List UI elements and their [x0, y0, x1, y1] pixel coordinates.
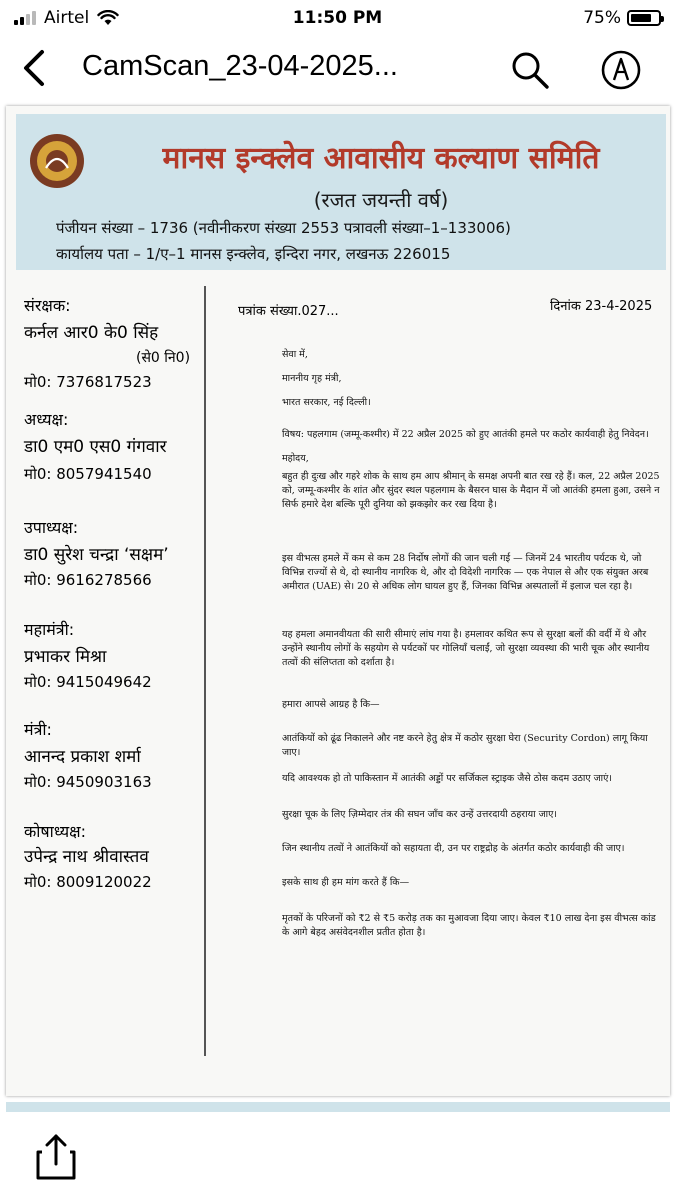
back-chevron-icon[interactable] [18, 48, 50, 88]
official-name: प्रभाकर मिश्रा [24, 647, 107, 667]
scanned-page [6, 106, 670, 1096]
official-mobile: मो0: 9450903163 [24, 773, 152, 791]
letter-point: जिन स्थानीय तत्वों ने आतंकियों को सहायता दी, उन पर राष्ट्रद्रोह के अंतर्गत कठोर कार्यवाही की जाए। [282, 843, 625, 854]
letter-line: हमारा आपसे आग्रह है कि— [282, 699, 380, 710]
battery-fill [631, 14, 651, 22]
bottom-toolbar [0, 1112, 675, 1200]
official-mobile: मो0: 8009120022 [24, 873, 152, 891]
official-name: डा0 सुरेश चन्द्रा ‘सक्षम’ [24, 545, 169, 565]
official-mobile: मो0: 7376817523 [24, 373, 152, 391]
battery-icon [627, 10, 661, 26]
status-right [583, 8, 661, 28]
official-name: उपेन्द्र नाथ श्रीवास्तव [24, 847, 149, 867]
letterhead [16, 114, 666, 270]
battery-percent: 75% [583, 8, 621, 28]
official-role: मंत्री: [24, 720, 52, 739]
official-mobile: मो0: 9616278566 [24, 571, 152, 589]
letter-paragraph: इस वीभत्स हमले में कम से कम 28 निर्दोष लोगों की जान चली गई — जिनमें 24 भारतीय पर्यटक थे, जो विभिन्न राज्यों से थे, दो स्थानीय नागरिक थे, और दो विदेशी नागरिक — एक नेपाल से और एक संयुक्त अरब अमीरात (UAE) से। 20 से अधिक लोग घायल हुए हैं, जिनका विभिन्न अस्पतालों में इलाज चल रहा है। [282, 553, 649, 592]
official-name: आनन्द प्रकाश शर्मा [24, 747, 141, 767]
org-title: मानस इन्क्लेव आवासीय कल्याण समिति [162, 141, 600, 176]
share-icon[interactable] [34, 1132, 78, 1182]
markup-pen-icon[interactable] [600, 49, 642, 91]
letter-paragraph: यह हमला अमानवीयता की सारी सीमाएं लांघ गया है। हमलावर कथित रूप से सुरक्षा बलों की वर्दी में थे और उन्होंने स्थानीय लोगों के सहयोग से पर्यटकों पर गोलियाँ चलाईं, जो सुरक्षा व्यवस्था की भारी चूक और स्थानीय तत्वों की संलिप्तता को दर्शाता है। [282, 629, 650, 668]
letter-point: आतंकियों को ढूंढ निकालने और नष्ट करने हेतु क्षेत्र में कठोर सुरक्षा घेरा (Security Cordon) लागू किया जाए। [282, 733, 648, 758]
document-title: CamScan_23-04-2025... [82, 50, 398, 82]
search-icon[interactable] [510, 50, 550, 90]
official-name: कर्नल आर0 के0 सिंह [24, 323, 159, 343]
address-line: कार्यालय पता – 1/ए–1 मानस इन्क्लेव, इन्दिरा नगर, लखनऊ 226015 [56, 245, 451, 263]
official-mobile: मो0: 8057941540 [24, 465, 152, 483]
letter-line: माननीय गृह मंत्री, [282, 373, 342, 384]
letter-line: इसके साथ ही हम मांग करते हैं कि— [282, 877, 410, 888]
carrier-name: Airtel [44, 8, 90, 28]
official-note: (से0 नि0) [136, 350, 191, 366]
official-role: अध्यक्ष: [24, 410, 69, 429]
document-viewer[interactable] [0, 102, 675, 1112]
registration-line: पंजीयन संख्या – 1736 (नवीनीकरण संख्या 2553 पत्रावली संख्या–1–133006) [56, 219, 511, 237]
official-role: उपाध्यक्ष: [24, 518, 79, 537]
official-name: डा0 एम0 एस0 गंगवार [24, 437, 167, 457]
letter-line: सेवा में, [282, 349, 308, 360]
letter-date: दिनांक 23-4-2025 [550, 299, 653, 314]
letter-line: भारत सरकार, नई दिल्ली। [282, 397, 371, 408]
official-role: महामंत्री: [24, 620, 75, 639]
status-bar [0, 0, 675, 36]
reference-number: पत्रांक संख्या.027... [238, 304, 339, 319]
status-time: 11:50 PM [292, 8, 383, 28]
column-divider [204, 286, 206, 1056]
official-mobile: मो0: 9415049642 [24, 673, 152, 691]
letter-paragraph: बहुत ही दुःख और गहरे शोक के साथ हम आप श्रीमान् के समक्ष अपनी बात रख रहे हैं। कल, 22 अप्रैल 2025 को, जम्मू-कश्मीर के शांत और सुंदर स्थल पहलगाम के बैसरन घास के मैदान में जो आतंकी हमला हुआ, उसने न सिर्फ हमारे देश बल्कि पूरी दुनिया को झकझोर कर रख दिया है। [282, 471, 660, 510]
official-role: संरक्षक: [24, 296, 71, 315]
letter-point: यदि आवश्यक हो तो पाकिस्तान में आतंकी अड्डों पर सर्जिकल स्ट्राइक जैसे ठोस कदम उठाए जाएं। [282, 773, 612, 784]
org-subtitle: (रजत जयन्ती वर्ष) [313, 188, 449, 212]
official-role: कोषाध्यक्ष: [24, 822, 86, 841]
navigation-bar [0, 36, 675, 102]
letter-paragraph: मृतकों के परिजनों को ₹2 से ₹5 करोड़ तक का मुआवजा दिया जाए। केवल ₹10 लाख देना इस वीभत्स कांड के आगे बेहद असंवेदनशील प्रतीत होता है। [282, 913, 656, 938]
society-logo-icon [28, 132, 86, 190]
letter-line: महोदय, [282, 453, 309, 464]
letter-point: सुरक्षा चूक के लिए ज़िम्मेदार तंत्र की सघन जाँच कर उन्हें उत्तरदायी ठहराया जाए। [282, 809, 557, 820]
letter-subject: विषय: पहलगाम (जम्मू-कश्मीर) में 22 अप्रैल 2025 को हुए आतंकी हमले पर कठोर कार्यवाही हेतु निवेदन। [282, 429, 649, 440]
